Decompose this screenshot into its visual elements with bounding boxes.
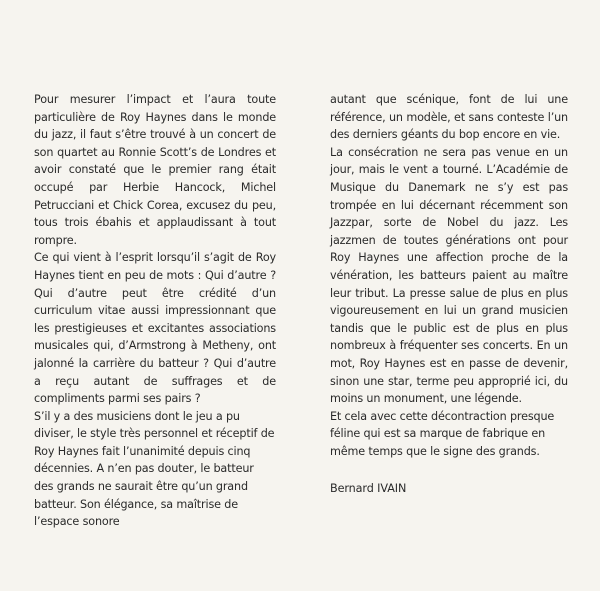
author-signature: Bernard IVAIN [330,482,407,495]
left-text-column [34,91,276,531]
paragraph-decontraction: Et cela avec cette décontraction presque féline qui est sa marque de fabrique en même temps que le signe des grands. [330,409,555,458]
paragraph-unanimite: S’il y a des musiciens dont le jeu a pu diviser, le style très personnel et réceptif de Roy Haynes fait l’unanimité depuis cinq décennies. A n’en pas douter, le batteur des grands ne saurait être qu’un grand batteur. Son élégance, sa maîtrise de l’espace sonore [34,409,275,529]
paragraph-qui-d-autre: Ce qui vient à l’esprit lorsqu’il s’agit de Roy Haynes tient en peu de mots : Qui d’autre ? Qui d’autre peut être crédité d’un curriculum vitae aussi impressionnant que les prestigieuses et excitantes associations musicales qui, d’Armstrong à Metheny, ont jalonné la carrière du batteur ? Qui d’autre a reçu autant de suffrages et de compliments parmi ses pairs ? [34,251,276,406]
right-text-column [330,91,568,460]
paragraph-consecration: La consécration ne sera pas venue en un jour, mais le vent a tourné. L’Académie de Musique du Danemark ne s’y est pas trompée en lui décernant récemment son Jazzpar, sorte de Nobel du jazz. Les jazzmen de toutes générations ont pour Roy Haynes une affection proche de la vénération, les batteurs paient au maître leur tribut. La presse salue de plus en plus vigoureusement en lui un grand musicien tandis que le public est de plus en plus nombreux à fréquenter ses concerts. En un mot, Roy Haynes est en passe de devenir, sinon une star, terme peu approprié ici, du moins un monument, une légende. [330,145,568,406]
paragraph-reference: autant que scénique, font de lui une référence, un modèle, et sans conteste l’un des derniers géants du bop encore en vie. [330,93,568,142]
paragraph-impact: Pour mesurer l’impact et l’aura toute particulière de Roy Haynes dans le monde du jazz, il faut s’être trouvé à un concert de son quartet au Ronnie Scott’s de Londres et avoir constaté que le premier rang était occupé par Herbie Hancock, Michel Petrucciani et Chick Corea, excusez du peu, tous trois ébahis et applaudissant à tout rompre. [34,93,276,247]
